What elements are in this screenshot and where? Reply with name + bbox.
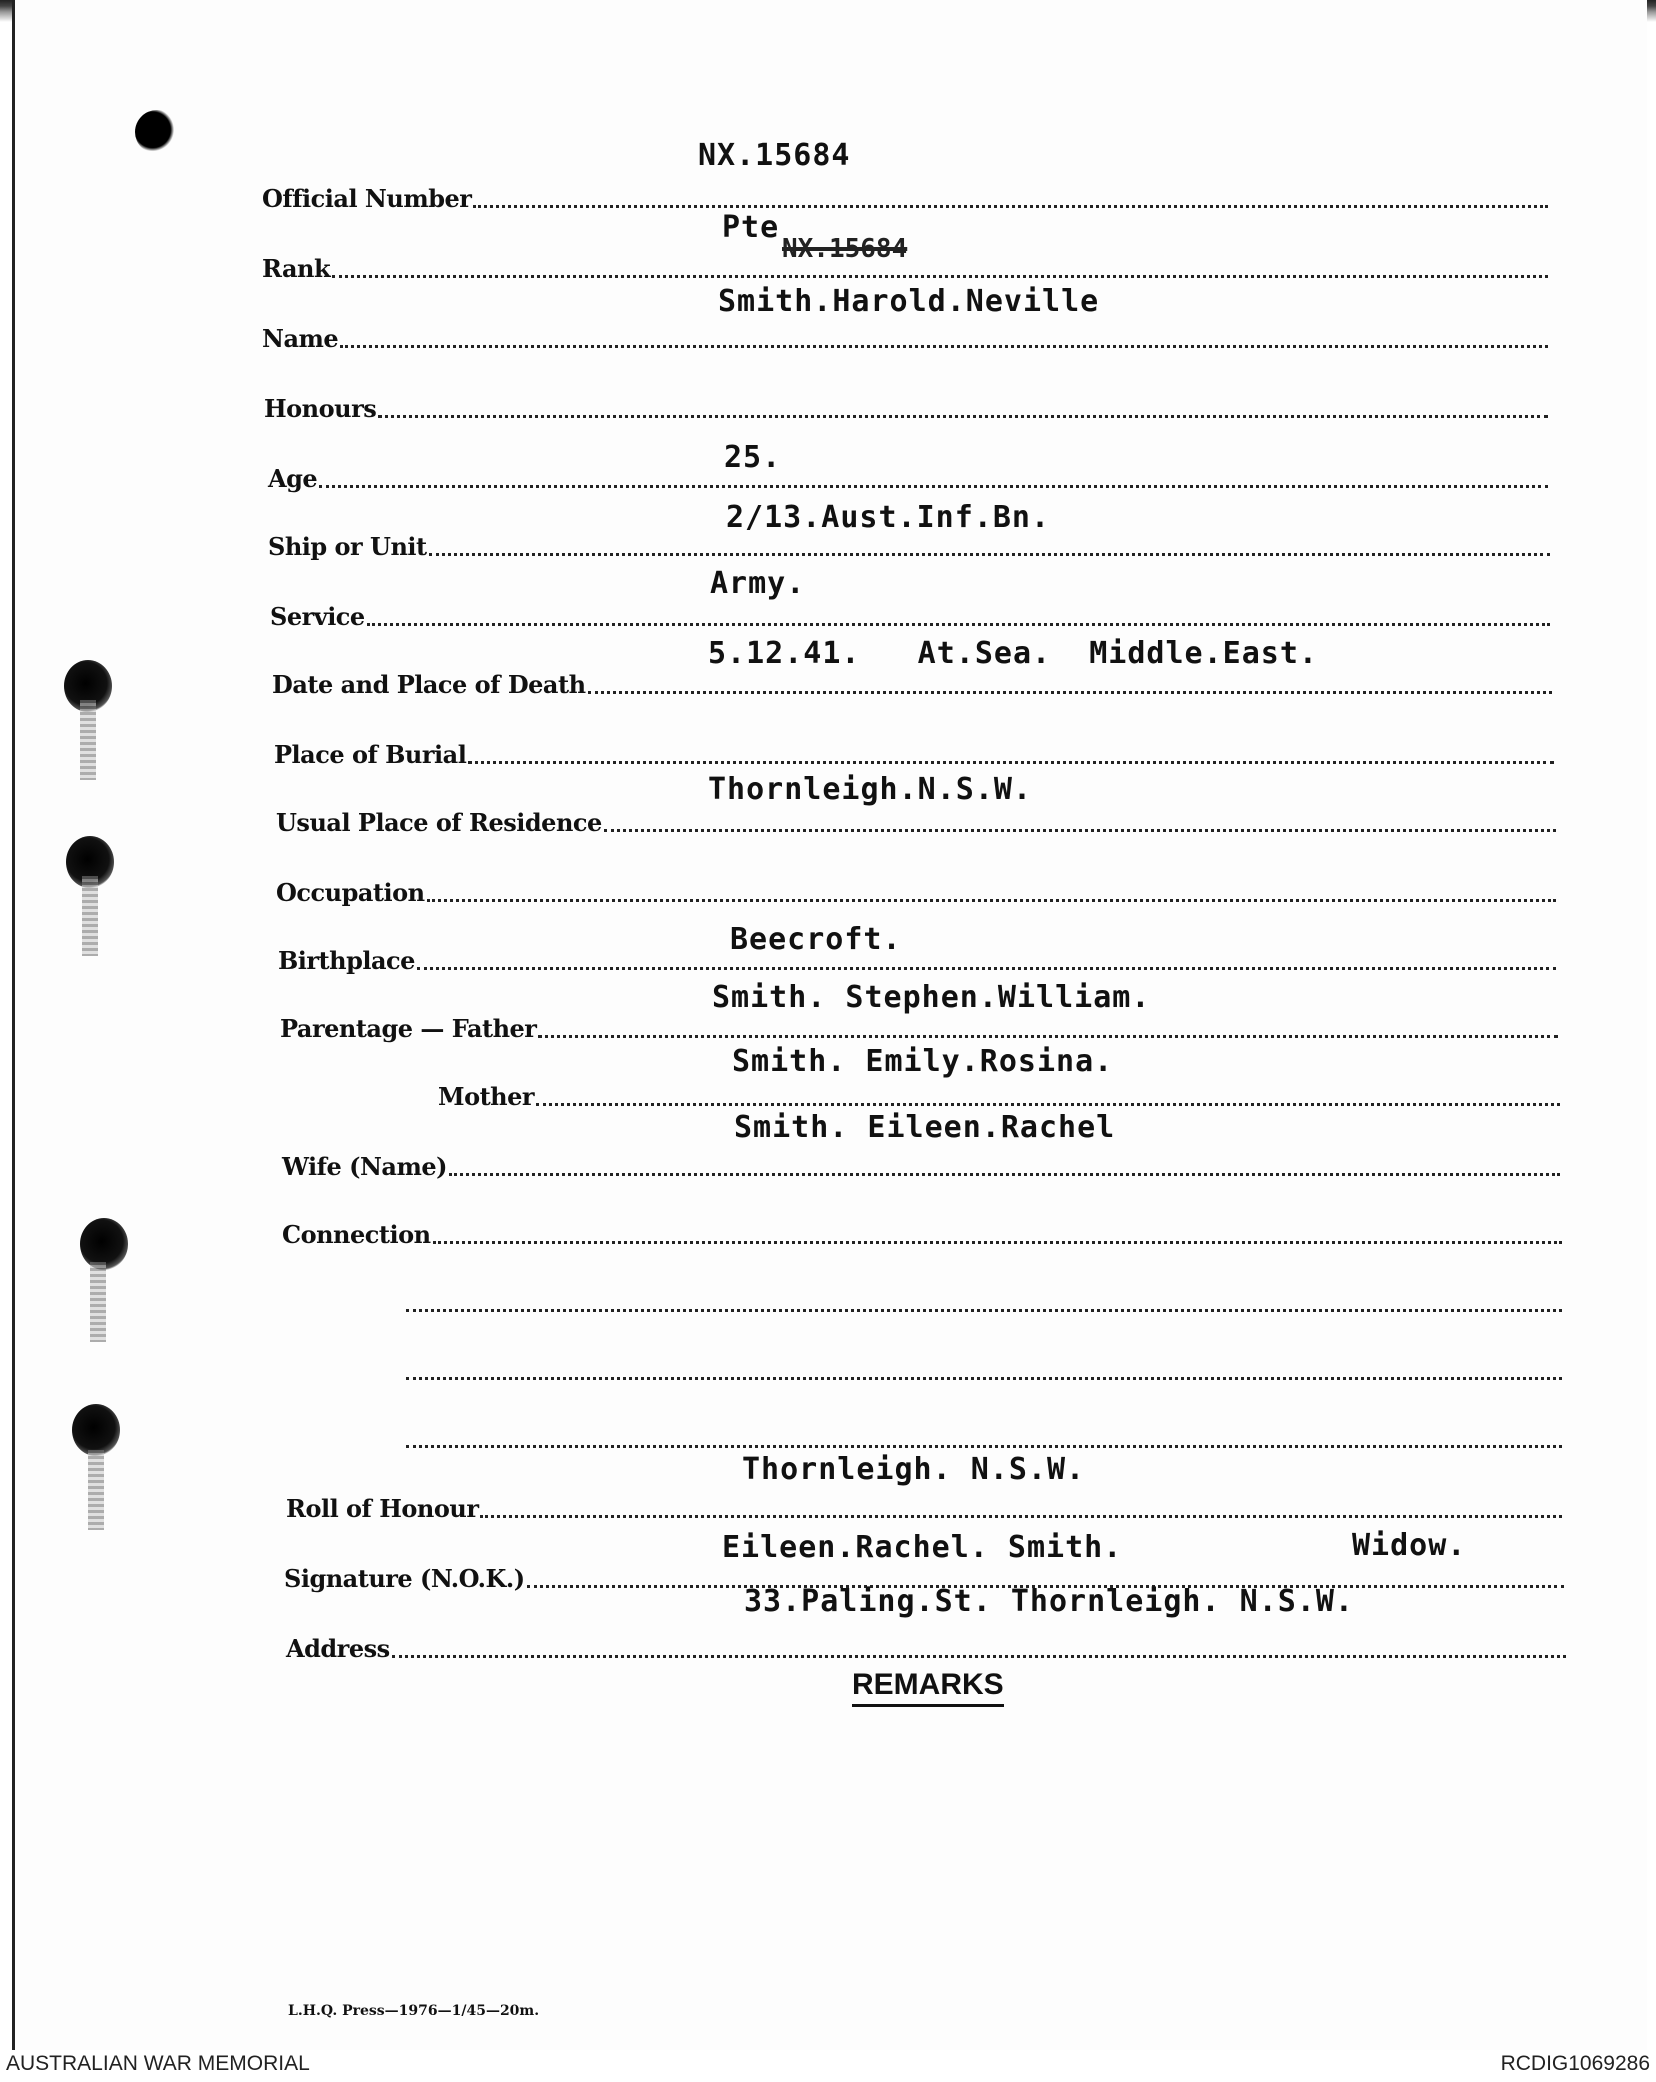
field-burial — [274, 738, 1554, 768]
footer-record-id: RCDIG1069286 — [1500, 2052, 1650, 2075]
binder-hole-shadow — [80, 700, 96, 780]
field-father — [280, 1012, 1558, 1042]
binder-hole — [72, 1404, 120, 1456]
field-label: Service — [270, 602, 365, 631]
field-age — [268, 462, 1548, 492]
footer-institution: AUSTRALIAN WAR MEMORIAL — [6, 2052, 310, 2075]
service-value: Army. — [710, 566, 806, 601]
dotted-line — [417, 965, 1556, 970]
connection-extra-line — [404, 1286, 1562, 1316]
age-value: 25. — [724, 440, 782, 475]
signature-relation: Widow. — [1352, 1528, 1467, 1563]
field-service — [270, 600, 1550, 630]
binder-hole-shadow — [82, 876, 98, 956]
dotted-line — [406, 1375, 1562, 1380]
field-label: Roll of Honour — [286, 1494, 479, 1523]
field-label: Date and Place of Death — [272, 670, 586, 699]
field-name — [262, 322, 1548, 352]
field-label: Place of Burial — [274, 740, 467, 769]
rank-value: Pte — [722, 210, 780, 245]
field-birthplace — [278, 944, 1556, 974]
dotted-line — [332, 273, 1548, 278]
field-label: Official Number — [262, 184, 472, 213]
field-label: Occupation — [276, 878, 425, 907]
name-value: Smith.Harold.Neville — [718, 284, 1100, 319]
birthplace-value: Beecroft. — [730, 922, 902, 957]
field-label: Usual Place of Residence — [276, 808, 602, 837]
signature-value: Eileen.Rachel. Smith. — [722, 1530, 1123, 1565]
dotted-line — [538, 1033, 1558, 1038]
field-honours — [264, 392, 1548, 422]
dotted-line — [429, 551, 1550, 556]
residence-value: Thornleigh.N.S.W. — [708, 772, 1033, 807]
dotted-line — [392, 1653, 1566, 1658]
unit-value: 2/13.Aust.Inf.Bn. — [726, 500, 1051, 535]
field-label: Honours — [264, 394, 377, 423]
dotted-line — [340, 343, 1548, 348]
official-number-value: NX.15684 — [698, 138, 851, 173]
father-value: Smith. Stephen.William. — [712, 980, 1151, 1015]
field-label: Rank — [262, 254, 331, 283]
field-roll-of-honour — [286, 1492, 1562, 1522]
field-label: Birthplace — [278, 946, 415, 975]
field-label: Mother — [438, 1082, 535, 1111]
field-occupation — [276, 876, 1556, 906]
field-official-number — [262, 182, 1548, 212]
dotted-line — [406, 1307, 1562, 1312]
dotted-line — [536, 1101, 1560, 1106]
connection-extra-line — [404, 1422, 1562, 1452]
dotted-line — [319, 483, 1548, 488]
wife-value: Smith. Eileen.Rachel — [734, 1110, 1116, 1145]
field-label: Age — [268, 464, 318, 493]
dotted-line — [449, 1171, 1560, 1176]
field-label: Name — [262, 324, 339, 353]
punch-mark — [135, 110, 179, 154]
field-address — [286, 1632, 1566, 1662]
mother-value: Smith. Emily.Rosina. — [732, 1044, 1114, 1079]
field-connection — [282, 1218, 1562, 1248]
field-mother — [438, 1080, 1560, 1110]
printer-imprint: L.H.Q. Press—1976—1/45—20m. — [288, 2003, 540, 2019]
death-value: 5.12.41. At.Sea. Middle.East. — [708, 636, 1318, 671]
field-label: Parentage — Father — [280, 1014, 537, 1043]
dotted-line — [468, 759, 1554, 764]
struck-out-number: NX.15684 — [782, 234, 908, 264]
field-wife — [282, 1150, 1560, 1180]
dotted-line — [473, 203, 1548, 208]
field-label: Address — [286, 1634, 390, 1663]
dotted-line — [427, 897, 1556, 902]
dotted-line — [480, 1513, 1562, 1518]
dotted-line — [433, 1239, 1562, 1244]
binder-hole-shadow — [88, 1450, 104, 1530]
binder-hole-shadow — [90, 1262, 106, 1342]
dotted-line — [378, 413, 1548, 418]
field-death — [272, 668, 1552, 698]
field-label: Connection — [282, 1220, 431, 1249]
field-label: Signature (N.O.K.) — [284, 1564, 525, 1593]
dotted-line — [367, 621, 1550, 626]
dotted-line — [406, 1443, 1562, 1448]
dotted-line — [588, 689, 1552, 694]
remarks-heading: REMARKS — [852, 1668, 1004, 1707]
dotted-line — [604, 827, 1556, 832]
field-label: Wife (Name) — [282, 1152, 447, 1181]
connection-extra-line — [404, 1354, 1562, 1384]
address-value: 33.Paling.St. Thornleigh. N.S.W. — [744, 1584, 1354, 1619]
field-residence — [276, 806, 1556, 836]
roll-of-honour-value: Thornleigh. N.S.W. — [742, 1452, 1086, 1487]
field-label: Ship or Unit — [268, 532, 427, 561]
